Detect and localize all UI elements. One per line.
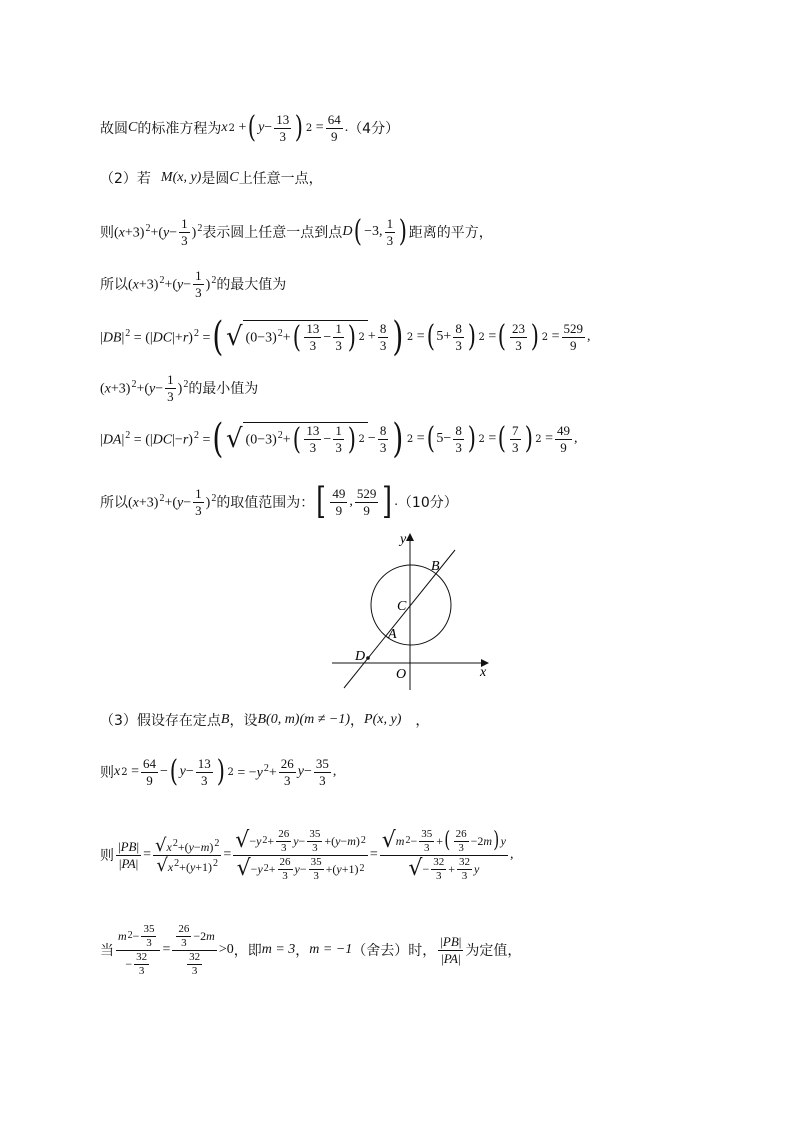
text: 则	[100, 848, 114, 864]
line-max-intro: 所以 $(x+3)^2+(y-$ $\frac{1}{3}$ )$^2$ 的最大值为	[100, 267, 287, 300]
text: （2）若	[100, 171, 151, 187]
text: 表示圆上任意一点到点	[202, 225, 343, 241]
line-max-calc: $|DB|^2 = (|DC|+r)^2$ = ( √ $(0-3)^2+$ ( $\frac{13}{3}$ − $\frac{1}{3}$ ) 2 + $\frac{8}{3}$ ) 2 = ( 5+ $\frac{8}{3}$ ) 2 = ( $\frac{23}{3}$ ) 2 = $\frac{529}{9}$ ,	[100, 314, 591, 360]
label-y: y	[400, 532, 407, 547]
text: 当	[100, 943, 114, 959]
text: （3）假设存在定点	[100, 713, 221, 729]
line-condition: 当 m 2 − $\frac{35}{3}$ − $\frac{32}{3}$ = $\frac{26}{3}$ −2 m $\frac{32}{3}$ >0 ，即 m = 3 ， m = −1 （舍去）时， $\frac{|PB|}{|PA|}$ 为定值，	[100, 922, 522, 977]
text: 所以	[100, 277, 128, 293]
score: （4分）	[348, 121, 400, 137]
line-distance-meaning: 则 $(x+3)^2+(y-$ $\frac{1}{3}$ )$^2$ 表示圆上任意一点到点 D ( −3, $\frac{1}{3}$ ) 距离的平方，	[100, 214, 493, 249]
geometry-figure	[330, 530, 495, 690]
line-range: 所以 $(x+3)^2+(y-$ $\frac{1}{3}$ )$^2$ 的取值范围为： [ $\frac{49}{9}$ , $\frac{529}{9}$ ] . （10分）	[100, 481, 458, 522]
text: 上任意一点，	[238, 171, 323, 187]
point-M: M(x, y)	[160, 170, 202, 185]
text: ，	[295, 943, 310, 959]
text: 是圆	[201, 171, 230, 187]
m-rejected: m = −1	[309, 942, 353, 957]
text: 故圆	[100, 121, 128, 137]
point-D	[366, 656, 370, 660]
text: 所以	[100, 495, 128, 511]
text: ，设	[229, 713, 258, 729]
text: 的最大值为	[216, 277, 287, 293]
point-B-def: B(0, m)(m ≠ −1)	[257, 712, 351, 727]
label-C: C	[397, 599, 407, 614]
label-A: A	[388, 627, 397, 642]
line-part3	[100, 708, 429, 732]
var-B: B	[220, 712, 230, 727]
text: ，	[415, 713, 430, 729]
line-min-intro: $(x+3)^2+(y-$ $\frac{1}{3}$ )$^2$ 的最小值为	[100, 371, 259, 404]
var-C: C	[229, 170, 239, 185]
line-part2	[100, 166, 323, 190]
text: （舍去）时，	[352, 943, 437, 959]
label-B: B	[431, 559, 440, 574]
m-value: m = 3	[261, 942, 296, 957]
text: 的取值范围为：	[216, 495, 315, 511]
text: 的标准方程为	[137, 121, 222, 137]
text: 的最小值为	[188, 381, 259, 397]
label-O: O	[396, 667, 407, 682]
line-ratio: 则 $\frac{|PB|}{|PA|}$ = $\frac{√x^2+(y-m)^2}{√x^2+(y+1)^2}$ = √ − y 2 + $\frac{26}{3}$ y − $\frac{35}{3}$ +( y − m ) 2 √ − y 2 + $\frac{26}{3}$ y − $\frac{35}{3}$ +( y +1) 2 = √ m 2 − $\frac{35}{3}$ + ( $\frac{26}{3}$ −2 m ) y √ − $\frac{32}{3}$ + $\frac{32}{3}$ y ,	[100, 827, 514, 882]
text: 则	[100, 765, 114, 781]
label-x: x	[480, 665, 487, 680]
line-x-squared: 则 x 2 = $\frac{64}{9}$ − ( y − $\frac{13}{3}$ ) 2 = $-y^2+$ $\frac{26}{3}$ y − $\frac{35}{3}$ ,	[100, 754, 337, 789]
text: 则	[100, 225, 114, 241]
score: （10分）	[397, 495, 458, 511]
line-min-calc: $|DA|^2 = (|DC|-r)^2$ = ( √ $(0-3)^2+$ ( $\frac{13}{3}$ − $\frac{1}{3}$ ) 2 − $\frac{8}{3}$ ) 2 = ( 5− $\frac{8}{3}$ ) 2 = ( $\frac{7}{3}$ ) 2 = $\frac{49}{9}$ ,	[100, 416, 578, 462]
point-P-def: P(x, y)	[364, 712, 402, 727]
line-circle-equation: 故圆 C 的标准方程为 x 2 + ( y − $\frac{13}{3}$ ) 2 = $\frac{64}{9}$ . （4分）	[100, 110, 400, 145]
text: ，即	[233, 943, 262, 959]
text: 为定值，	[465, 943, 522, 959]
text: 距离的平方，	[408, 225, 493, 241]
text: ，	[350, 713, 365, 729]
label-D: D	[355, 649, 366, 664]
var-C: C	[128, 120, 138, 135]
